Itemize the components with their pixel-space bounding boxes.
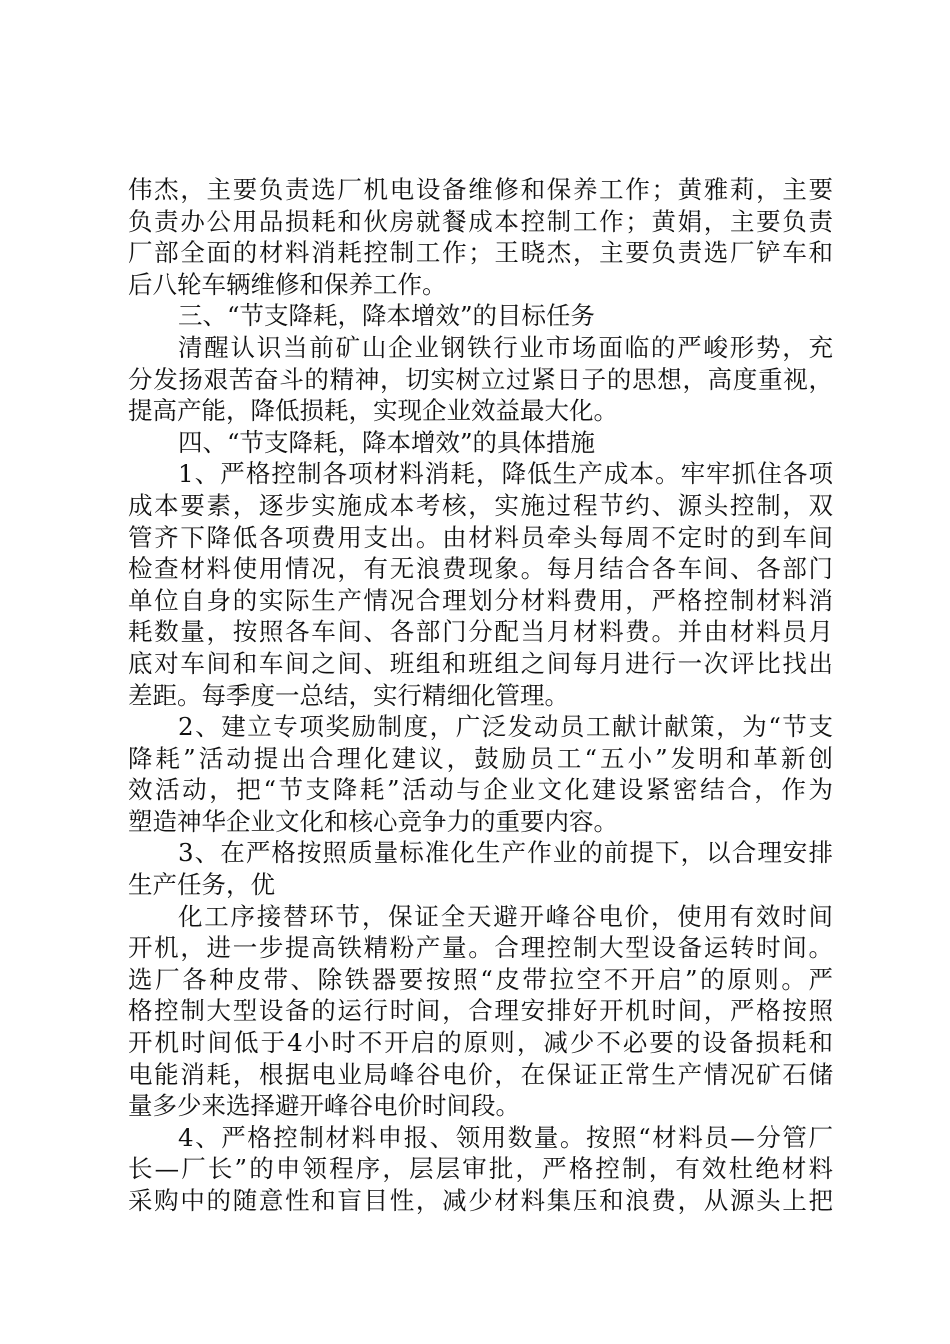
- text-line: 清醒认识当前矿山企业钢铁行业市场面临的严峻形势，充: [178, 332, 833, 362]
- text-line: 化工序接替环节，保证全天避开峰谷电价，使用有效时间: [178, 901, 833, 931]
- text-line: 格控制大型设备的运行时间，合理安排好开机时间，严格按照: [128, 996, 833, 1026]
- text-line: 选厂各种皮带、除铁器要按照“皮带拉空不开启”的原则。严: [128, 964, 833, 994]
- text-line: 单位自身的实际生产情况合理划分材料费用，严格控制材料消: [128, 585, 833, 615]
- text-line: 4、严格控制材料申报、领用数量。按照“材料员—分管厂: [178, 1122, 833, 1152]
- text-line: 长—厂长”的申领程序，层层审批，严格控制，有效杜绝材料: [128, 1154, 833, 1184]
- text-line: 成本要素，逐步实施成本考核，实施过程节约、源头控制，双: [128, 490, 833, 520]
- text-line: 三、“节支降耗，降本增效”的目标任务: [178, 301, 596, 331]
- text-line: 底对车间和车间之间、班组和班组之间每月进行一次评比找出: [128, 648, 833, 678]
- text-line: 四、“节支降耗，降本增效”的具体措施: [178, 427, 596, 457]
- text-line: 采购中的随意性和盲目性，减少材料集压和浪费，从源头上把: [128, 1186, 833, 1215]
- text-line: 分发扬艰苦奋斗的精神，切实树立过紧日子的思想，高度重视，: [128, 364, 833, 394]
- text-line: 开机，进一步提高铁精粉产量。合理控制大型设备运转时间。: [128, 933, 833, 963]
- text-line: 耗数量，按照各车间、各部门分配当月材料费。并由材料员月: [128, 617, 833, 647]
- text-line: 3、在严格按照质量标准化生产作业的前提下，以合理安排: [178, 838, 833, 868]
- text-line: 生产任务，优: [128, 870, 275, 900]
- text-line: 伟杰，主要负责选厂机电设备维修和保养工作；黄雅莉，主要: [128, 175, 833, 204]
- text-line: 差距。每季度一总结，实行精细化管理。: [128, 680, 569, 710]
- text-line: 负责办公用品损耗和伙房就餐成本控制工作；黄娟，主要负责: [128, 206, 833, 236]
- text-line: 提高产能，降低损耗，实现企业效益最大化。: [128, 396, 618, 426]
- text-line: 管齐下降低各项费用支出。由材料员牵头每周不定时的到车间: [128, 522, 833, 552]
- text-line: 1、严格控制各项材料消耗，降低生产成本。牢牢抓住各项: [178, 459, 833, 489]
- text-line: 厂部全面的材料消耗控制工作；王晓杰，主要负责选厂铲车和: [128, 238, 833, 268]
- document-body: [128, 174, 833, 1217]
- text-line: 电能消耗，根据电业局峰谷电价，在保证正常生产情况矿石储: [128, 1059, 833, 1089]
- text-line: 检查材料使用情况，有无浪费现象。每月结合各车间、各部门: [128, 554, 833, 584]
- text-line: 塑造神华企业文化和核心竞争力的重要内容。: [128, 806, 618, 836]
- text-line: 2、建立专项奖励制度，广泛发动员工献计献策，为“节支: [178, 712, 833, 742]
- text-line: 降耗”活动提出合理化建议，鼓励员工“五小”发明和革新创: [128, 743, 833, 773]
- text-line: 效活动，把“节支降耗”活动与企业文化建设紧密结合，作为: [128, 775, 833, 805]
- text-line: 量多少来选择避开峰谷电价时间段。: [128, 1091, 520, 1121]
- text-line: 后八轮车辆维修和保养工作。: [128, 269, 447, 299]
- text-line: 开机时间低于4小时不开启的原则，减少不必要的设备损耗和: [128, 1028, 833, 1058]
